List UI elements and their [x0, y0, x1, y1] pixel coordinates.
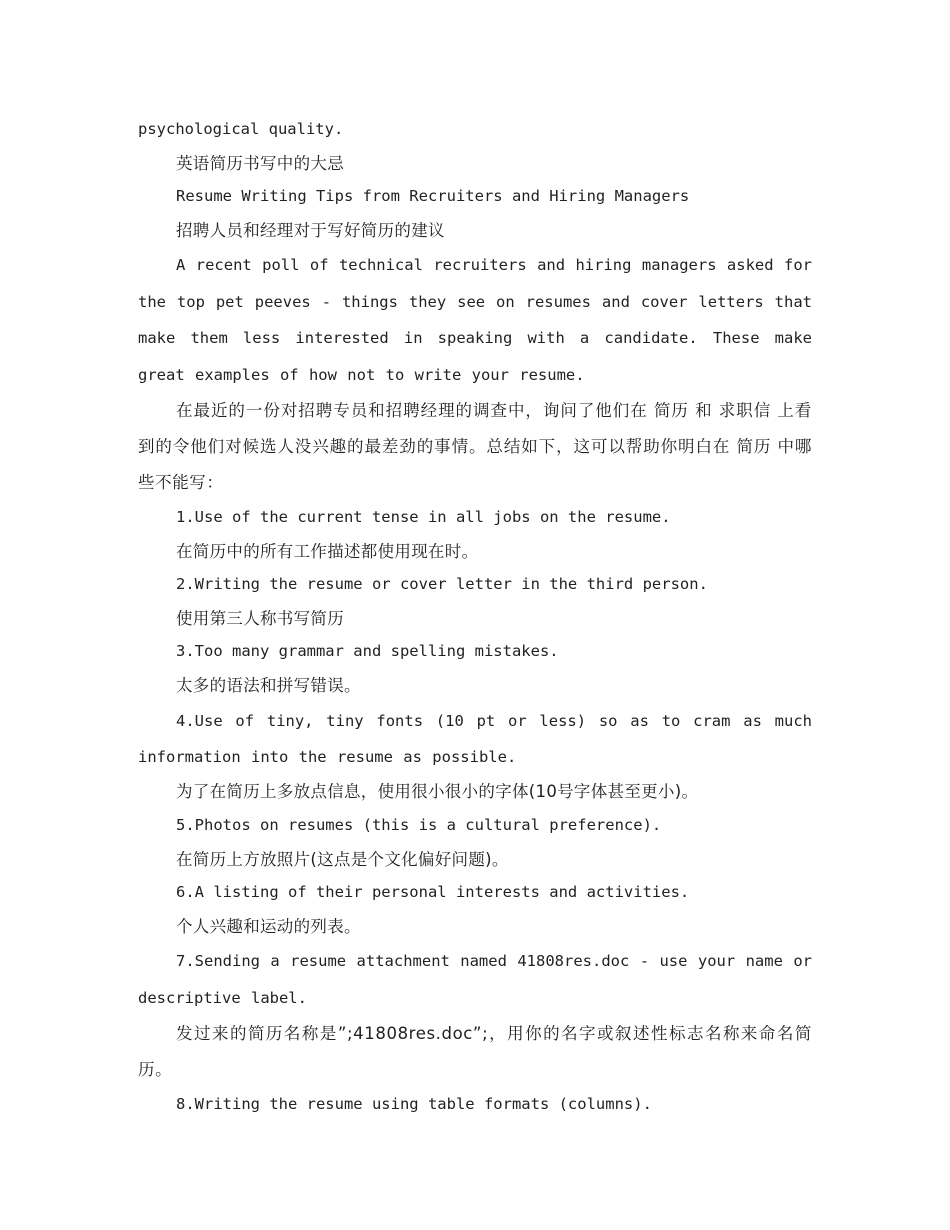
list-item-3-en: 3.Too many grammar and spelling mistakes.	[176, 642, 559, 661]
list-item-1-cn: 在简历中的所有工作描述都使用现在时。	[176, 541, 479, 561]
text-line: psychological quality.	[138, 120, 344, 138]
section-heading-cn: 英语简历书写中的大忌	[176, 153, 344, 173]
list-item-3-cn: 太多的语法和拼写错误。	[176, 675, 361, 695]
intro-paragraph-cn: 在最近的一份对招聘专员和招聘经理的调查中，询问了他们在 简历 和 求职信 上看到的令他们对候选人没兴趣的最差劲的事情。总结如下，这可以帮助你明白在 简历 中哪些不能写：	[138, 401, 812, 492]
intro-paragraph-en: A recent poll of technical recruiters and hiring managers asked for the top pet peeves - things they see on resumes and cover letters that make them less interested in speaking with a candidate. These make great examples of how not to write your resume.	[138, 256, 812, 384]
list-item-5-cn: 在简历上方放照片(这点是个文化偏好问题)。	[176, 849, 509, 869]
list-item-2-cn: 使用第三人称书写简历	[176, 608, 344, 628]
section-heading-en: Resume Writing Tips from Recruiters and Hiring Managers	[176, 187, 690, 206]
list-item-1-en: 1.Use of the current tense in all jobs on the resume.	[176, 508, 671, 526]
list-item-6-en: 6.A listing of their personal interests and activities.	[176, 883, 690, 902]
section-subheading-cn: 招聘人员和经理对于写好简历的建议	[176, 220, 445, 240]
list-item-4-en: 4.Use of tiny, tiny fonts (10 pt or less) so as to cram as much information into the resume as possible.	[138, 711, 812, 766]
list-item-2-en: 2.Writing the resume or cover letter in the third person.	[176, 575, 708, 594]
list-item-6-cn: 个人兴趣和运动的列表。	[176, 916, 361, 936]
document-body	[138, 113, 812, 1122]
list-item-7-cn: 发过来的简历名称是”;41808res.doc”;，用你的名字或叙述性标志名称来命名简历。	[138, 1024, 812, 1080]
list-item-7-en: 7.Sending a resume attachment named 41808res.doc - use your name or descriptive label.	[138, 952, 812, 1007]
list-item-5-en: 5.Photos on resumes (this is a cultural preference).	[176, 815, 662, 834]
list-item-4-cn: 为了在简历上多放点信息，使用很小很小的字体(10号字体甚至更小)。	[176, 782, 699, 802]
list-item-8-en: 8.Writing the resume using table formats (columns).	[176, 1095, 652, 1114]
